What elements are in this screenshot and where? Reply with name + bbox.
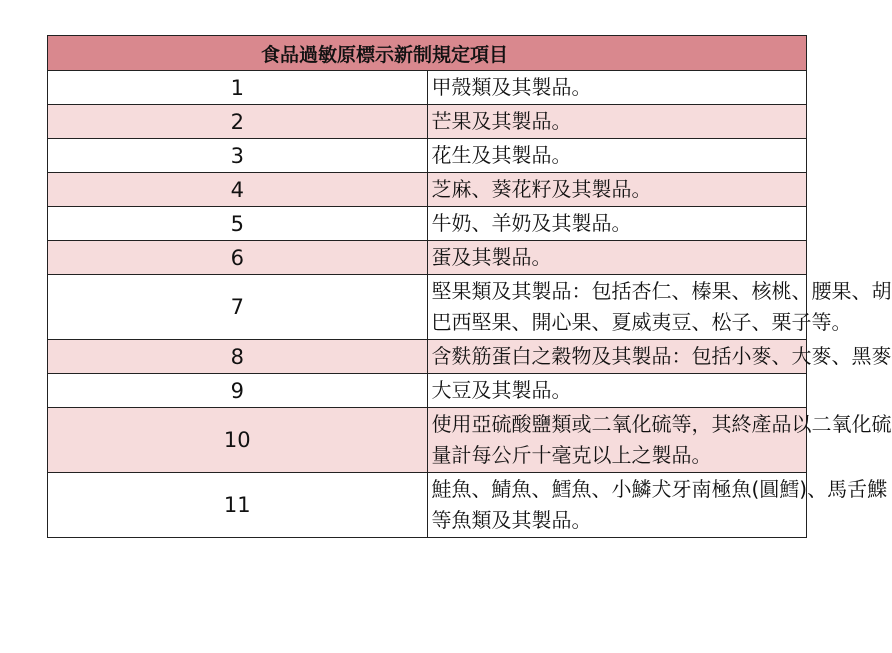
row-number: 8 [48, 340, 428, 374]
row-text [427, 473, 888, 538]
row-number: 10 [48, 408, 428, 473]
allergen-table-container [47, 35, 892, 538]
row-number: 4 [48, 173, 428, 207]
row-number: 7 [48, 275, 428, 340]
row-text-line: 大豆及其製品。 [431, 378, 572, 402]
table-row [48, 105, 807, 139]
row-text [427, 71, 807, 105]
row-text [427, 374, 807, 408]
row-number: 2 [48, 105, 428, 139]
row-text [427, 275, 892, 340]
table-row [48, 71, 807, 105]
row-text [427, 173, 807, 207]
table-body [48, 71, 892, 538]
row-text-line: 芝麻、葵花籽及其製品。 [431, 177, 652, 201]
row-text-line: 牛奶、羊奶及其製品。 [431, 211, 632, 235]
row-text [427, 139, 807, 173]
row-text [427, 105, 807, 139]
row-text-line: 使用亞硫酸鹽類或二氧化硫等，其終產品以二氧化硫 [431, 412, 892, 436]
row-number: 11 [48, 473, 428, 538]
row-text-line: 等魚類及其製品。 [431, 508, 592, 532]
row-text-line: 甲殼類及其製品。 [431, 75, 592, 99]
row-text-line: 鮭魚、鯖魚、鱈魚、小鱗犬牙南極魚(圓鱈)、馬舌鰈 [431, 477, 888, 501]
row-text [427, 207, 807, 241]
row-number: 9 [48, 374, 428, 408]
row-number: 6 [48, 241, 428, 275]
table-row [48, 408, 807, 473]
row-text [427, 241, 807, 275]
table-row [48, 241, 807, 275]
table-title: 食品過敏原標示新制規定項目 [48, 36, 807, 71]
row-text-line: 含麩筋蛋白之穀物及其製品：包括小麥、大麥、黑麥 [431, 344, 892, 368]
row-text-line: 芒果及其製品。 [431, 109, 572, 133]
table-row [48, 340, 807, 374]
table-row [48, 139, 807, 173]
row-text-line: 花生及其製品。 [431, 143, 572, 167]
row-text-line: 堅果類及其製品：包括杏仁、榛果、核桃、腰果、胡 [431, 279, 892, 303]
table-row [48, 173, 807, 207]
row-number: 5 [48, 207, 428, 241]
row-text-line: 量計每公斤十毫克以上之製品。 [431, 443, 712, 467]
table-row [48, 275, 807, 340]
table-header-row [48, 36, 807, 71]
table-row [48, 374, 807, 408]
row-text-line: 巴西堅果、開心果、夏威夷豆、松子、栗子等。 [431, 310, 852, 334]
row-text [427, 408, 892, 473]
allergen-table [47, 35, 892, 538]
row-number: 3 [48, 139, 428, 173]
row-number: 1 [48, 71, 428, 105]
row-text-line: 蛋及其製品。 [431, 245, 552, 269]
table-row [48, 207, 807, 241]
table-row [48, 473, 807, 538]
row-text [427, 340, 892, 374]
